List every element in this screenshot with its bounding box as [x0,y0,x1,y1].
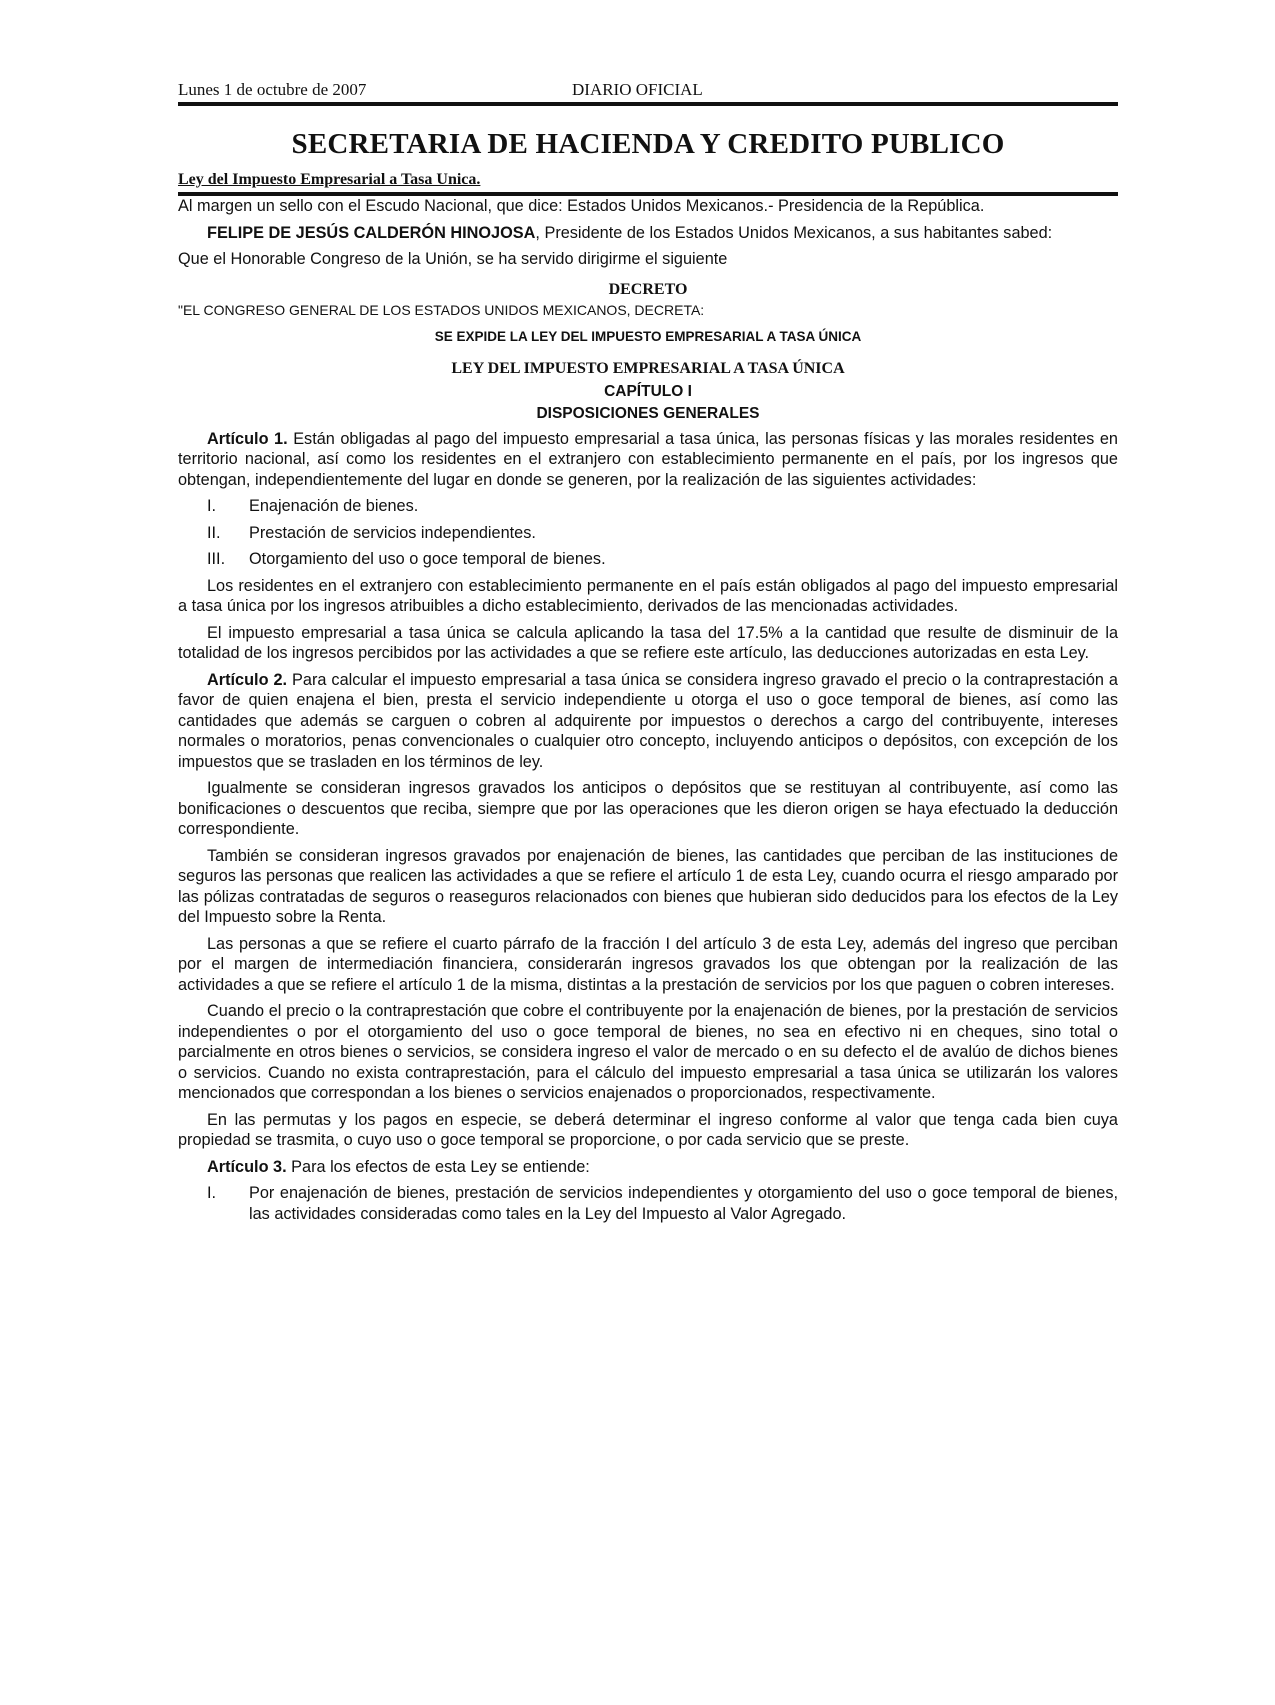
article-1-text: Están obligadas al pago del impuesto empresarial a tasa única, las personas físicas y las morales residentes en territorio nacional, así como los residentes en el extranjero con establecimiento permanente en el país, por los ingresos que obtengan, independientemente del lugar en donde se generen, por la realización de las siguientes actividades: [178,429,1118,489]
president-rest: , Presidente de los Estados Unidos Mexicanos, a sus habitantes sabed: [535,223,1053,242]
article-1-label: Artículo 1. [207,429,288,448]
decreto-line: "EL CONGRESO GENERAL DE LOS ESTADOS UNIDOS MEXICANOS, DECRETA: [178,302,705,318]
fraction-number: I. [207,1184,217,1202]
fraction-item [178,549,1118,570]
secretaria-title: SECRETARIA DE HACIENDA Y CREDITO PUBLICO [291,128,1005,160]
fraction-item [178,496,1118,517]
article-3-text: Para los efectos de esta Ley se entiende: [286,1157,590,1176]
fraction-number: I. [207,497,217,515]
decreto-expide: SE EXPIDE LA LEY DEL IMPUESTO EMPRESARIAL A TASA ÚNICA [434,328,862,344]
page-header [178,74,1118,106]
article-1 [178,429,1118,491]
fraction-text: Prestación de servicios independientes. [249,523,536,542]
president-name: FELIPE DE JESÚS CALDERÓN HINOJOSA [207,223,536,242]
margen-paragraph: Al margen un sello con el Escudo Nacional, que dice: Estados Unidos Mexicanos.- Presidencia de la República. [178,197,985,215]
document-page [178,74,1118,1230]
article-2-paragraph-5: Cuando el precio o la contraprestación que cobre el contribuyente por la enajenación de bienes, por la prestación de servicios independientes o por el otorgamiento del uso o goce temporal de bienes, no sea en efectivo ni en cheques, sino total o parcialmente en otros bienes o servicios, se considera ingreso el valor de mercado o en su defecto el de avalúo de dichos bienes o servicios. Cuando no exista contraprestación, para el cálculo del impuesto empresarial a tasa única se utilizarán los valores mencionados que correspondan a los bienes o servicios enajenados o proporcionados, respectivamente. [178,1002,1118,1102]
chapter-name: DISPOSICIONES GENERALES [536,405,760,422]
article-2-paragraph-4: Las personas a que se refiere el cuarto párrafo de la fracción I del artículo 3 de esta Ley, además del ingreso que perciban por el margen de intermediación financiera, considerarán ingresos gravados los que obtengan por la realización de las actividades a que se refiere el artículo 1 de la misma, distintas a la prestación de servicios por los que paguen o cobren intereses. [178,934,1118,994]
chapter-title: CAPÍTULO I [604,382,692,400]
article-2-text: Para calcular el impuesto empresarial a tasa única se considera ingreso gravado el precio o la contraprestación a favor de quien enajena el bien, presta el servicio independiente u otorga el uso o goce temporal de bienes, así como las cantidades que además se carguen o cobren al adquirente por impuestos o derechos a cargo del contribuyente, intereses normales o moratorios, penas convencionales o cualquier otro concepto, incluyendo anticipos o depósitos, con excepción de los impuestos que se trasladen en los términos de ley. [178,670,1118,771]
fraction-text: Enajenación de bienes. [249,497,419,515]
fraction-number: II. [207,523,221,542]
document-body [178,196,1118,1224]
header-publication: DIARIO OFICIAL [572,80,703,99]
article-2-label: Artículo 2. [207,670,288,689]
article-3-label: Artículo 3. [207,1157,287,1176]
fraction-number: III. [207,550,226,568]
header-date: Lunes 1 de octubre de 2007 [178,80,367,99]
article-2-paragraph-2: Igualmente se consideran ingresos gravados los anticipos o depósitos que se restituyan al contribuyente, así como las bonificaciones o descuentos que reciba, siempre que por las operaciones que les dieron origen se haya efectuado la deducción correspondiente. [178,779,1118,838]
article-1-paragraph-2: Los residentes en el extranjero con establecimiento permanente en el país están obligados al pago del impuesto empresarial a tasa única por los ingresos atribuibles a dicho establecimiento, derivados de las mencionadas actividades. [178,576,1118,615]
ley-title: Ley del Impuesto Empresarial a Tasa Unica. [178,171,1118,196]
president-paragraph [178,223,1118,244]
article-3 [178,1157,1118,1178]
fraction-item [178,523,1118,544]
article-2-paragraph-3: También se consideran ingresos gravados por enajenación de bienes, las cantidades que perciban de las instituciones de seguros las personas que realicen las actividades a que se refiere el artículo 1 de esta Ley, cuando ocurra el riesgo amparado por las pólizas contratadas de seguros o reaseguros relacionados con bienes que hubieran sido deducidos para los efectos de la Ley del Impuesto sobre la Renta. [178,846,1118,926]
decreto-title: DECRETO [608,280,688,298]
congreso-paragraph: Que el Honorable Congreso de la Unión, se ha servido dirigirme el siguiente [178,250,728,268]
fraction-item [178,1183,1118,1224]
article-2 [178,670,1118,773]
fraction-text: Por enajenación de bienes, prestación de servicios independientes y otorgamiento del uso o goce temporal de bienes, las actividades consideradas como tales en la Ley del Impuesto al Valor Agregado. [249,1184,1118,1223]
article-2-paragraph-6: En las permutas y los pagos en especie, se deberá determinar el ingreso conforme al valor que tenga cada bien cuya propiedad se trasmita, o cuyo uso o goce temporal se proporcione, o por cada servicio que se preste. [178,1110,1118,1149]
fraction-text: Otorgamiento del uso o goce temporal de bienes. [249,550,606,568]
article-1-paragraph-3: El impuesto empresarial a tasa única se calcula aplicando la tasa del 17.5% a la cantidad que resulte de disminuir de la totalidad de los ingresos percibidos por las actividades a que se refiere este artículo, las deducciones autorizadas en esta Ley. [178,623,1118,662]
law-title: LEY DEL IMPUESTO EMPRESARIAL A TASA ÚNICA [451,360,845,377]
